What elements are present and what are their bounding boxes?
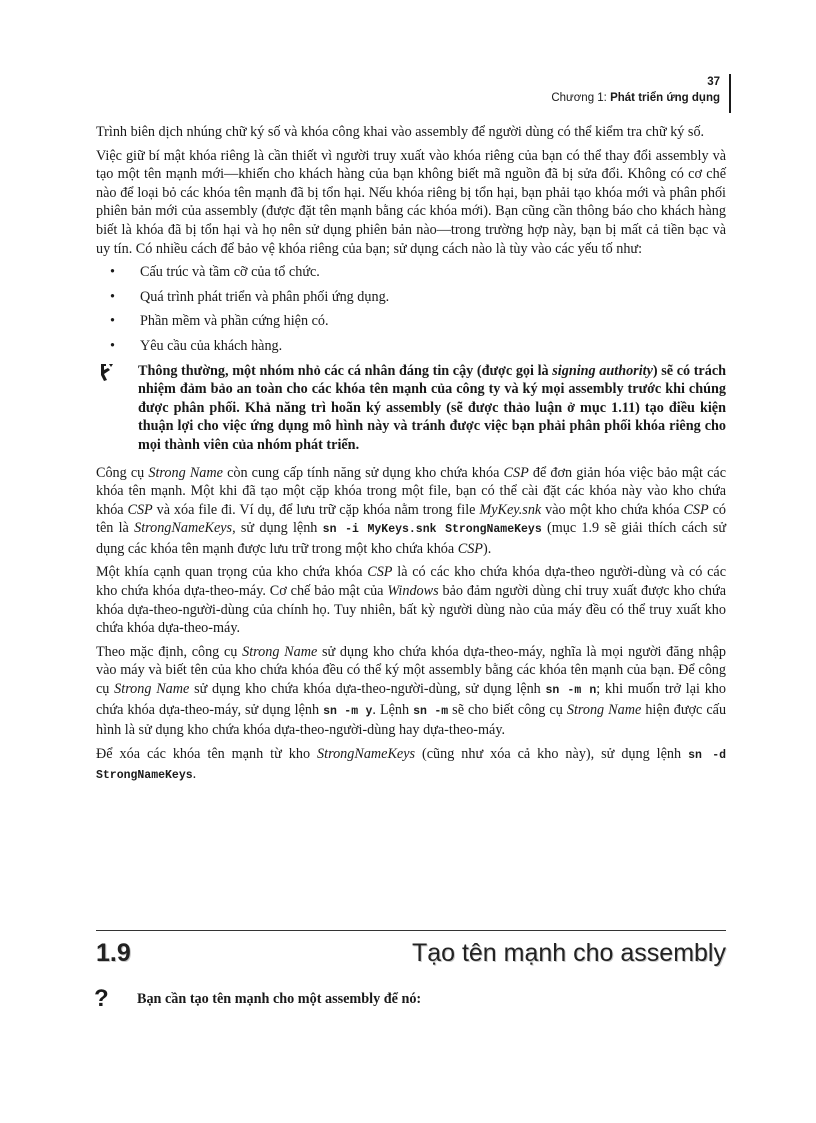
paragraph-signature: Trình biên dịch nhúng chữ ký số và khóa công khai vào assembly để người dùng có thể kiểm tra chữ ký số.: [96, 124, 705, 140]
command-sn-m-n: sn -m n: [545, 684, 597, 698]
bullet-icon: •: [110, 264, 115, 281]
header-divider: [729, 74, 731, 113]
section-number: 1.9: [96, 939, 131, 967]
section-title: Tạo tên mạnh cho assembly: [411, 939, 726, 967]
chapter-heading: [551, 90, 720, 106]
list-item: • Cấu trúc và tầm cỡ của tổ chức.: [110, 264, 320, 281]
pencil-note-icon: [97, 361, 119, 383]
chapter-label: Chương 1:: [551, 92, 607, 104]
paragraph-key-containers: Một khía cạnh quan trọng của kho chứa khóa CSP là có các kho chứa khóa dựa-theo người-dùng và có các kho chứa khóa dựa-theo-máy. Cơ chế bảo mật của Windows bảo đảm người dùng chỉ truy xuất được kho chứa khóa dựa-theo-người-dùng của chính họ. Tuy nhiên, bất kỳ người dùng nào của máy đều có thể truy xuất kho chứa khóa dựa-theo-máy.: [96, 564, 727, 637]
paragraph-default-container: Theo mặc định, công cụ Strong Name sử dụng kho chứa khóa dựa-theo-máy, nghĩa là mọi người đăng nhập vào máy và biết tên của kho chứa khóa đều có thể ký một assembly bằng các khóa tên mạnh của bạn. Để công cụ Strong Name sử dụng kho chứa khóa dựa-theo-người-dùng, sử dụng lệnh sn -m n; khi muốn trở lại kho chứa khóa dựa-theo-máy, sử dụng lệnh sn -m y. Lệnh sn -m sẽ cho biết công cụ Strong Name hiện được cấu hình là sử dụng kho chứa khóa dựa-theo-người-dùng hay dựa-theo-máy.: [96, 643, 727, 739]
main-content: [96, 123, 726, 791]
command-sn-d: sn -d StrongNameKeys: [96, 748, 727, 783]
page-header: [551, 74, 720, 106]
note-box: Thông thường, một nhóm nhỏ các cá nhân đáng tin cậy (được gọi là signing authority) sẽ có trách nhiệm đảm bảo an toàn cho các khóa tên mạnh của công ty và ký mọi assembly trước khi chúng được phân phối. Khả năng trì hoãn ký assembly (sẽ được thảo luận ở mục 1.11) tạo điều kiện thuận lợi cho việc ứng dụng mô hình này và tránh được việc bạn phải phân phối khóa riêng cho mọi thành viên của nhóm phát triển.: [96, 362, 726, 455]
command-sn-m-y: sn -m y: [323, 704, 373, 718]
command-sn-m: sn -m: [413, 704, 449, 718]
list-item: • Quá trình phát triển và phân phối ứng dụng.: [110, 288, 390, 305]
bullet-icon: •: [110, 288, 115, 305]
bullet-icon: •: [110, 313, 115, 330]
paragraph-private-key: Việc giữ bí mật khóa riêng là cần thiết vì người truy xuất vào khóa riêng của bạn có thể thay đổi assembly và tạo một tên mạnh mới—khiến cho khách hàng của bạn không biết mã nguồn đã bị sửa đổi. Không có cơ chế nào để loại bỏ các khóa tên mạnh đã bị tổn hại. Nếu khóa riêng bị tổn hại, bạn phải tạo khóa mới và phân phối phiên bản mới của assembly (được đặt tên mạnh bằng các khóa mới). Bạn cũng cần thông báo cho khách hàng biết là khóa đã bị tổn hại và họ nên sử dụng phiên bản nào—trong trường hợp này, bạn bị mất cả tiền bạc và uy tín. Có nhiều cách để bảo vệ khóa riêng của bạn; sử dụng cách nào là tùy vào các yếu tố như:: [96, 147, 726, 257]
question-mark-icon: ?: [94, 985, 109, 1012]
page-number: 37: [707, 76, 720, 88]
signing-authority-term: signing authority: [552, 362, 653, 379]
problem-text: Bạn cần tạo tên mạnh cho một assembly để nó:: [137, 991, 422, 1007]
section-heading: [96, 930, 726, 977]
command-sn-i: sn -i MyKeys.snk StrongNameKeys: [322, 523, 542, 537]
list-item: • Yêu cầu của khách hàng.: [110, 337, 283, 354]
bullet-icon: •: [110, 337, 115, 354]
paragraph-delete-keys: Để xóa các khóa tên mạnh từ kho StrongNameKeys (cũng như xóa cả kho này), sử dụng lệnh sn -d StrongNameKeys.: [96, 745, 727, 783]
chapter-title: Phát triển ứng dụng: [610, 92, 720, 104]
list-item: • Phần mềm và phần cứng hiện có.: [110, 313, 329, 330]
paragraph-csp: Công cụ Strong Name còn cung cấp tính năng sử dụng kho chứa khóa CSP để đơn giản hóa việc bảo mật các khóa tên mạnh. Một khi đã tạo một cặp khóa trong một file, bạn có thể cài đặt các khóa này vào kho chứa khóa CSP và xóa file đi. Ví dụ, để lưu trữ cặp khóa nằm trong file MyKey.snk vào một kho chứa khóa CSP có tên là StrongNameKeys, sử dụng lệnh sn -i MyKeys.snk StrongNameKeys (mục 1.9 sẽ giải thích cách sử dụng các khóa tên mạnh được lưu trữ trong một kho chứa khóa CSP).: [96, 464, 727, 557]
factors-list: [96, 263, 726, 355]
